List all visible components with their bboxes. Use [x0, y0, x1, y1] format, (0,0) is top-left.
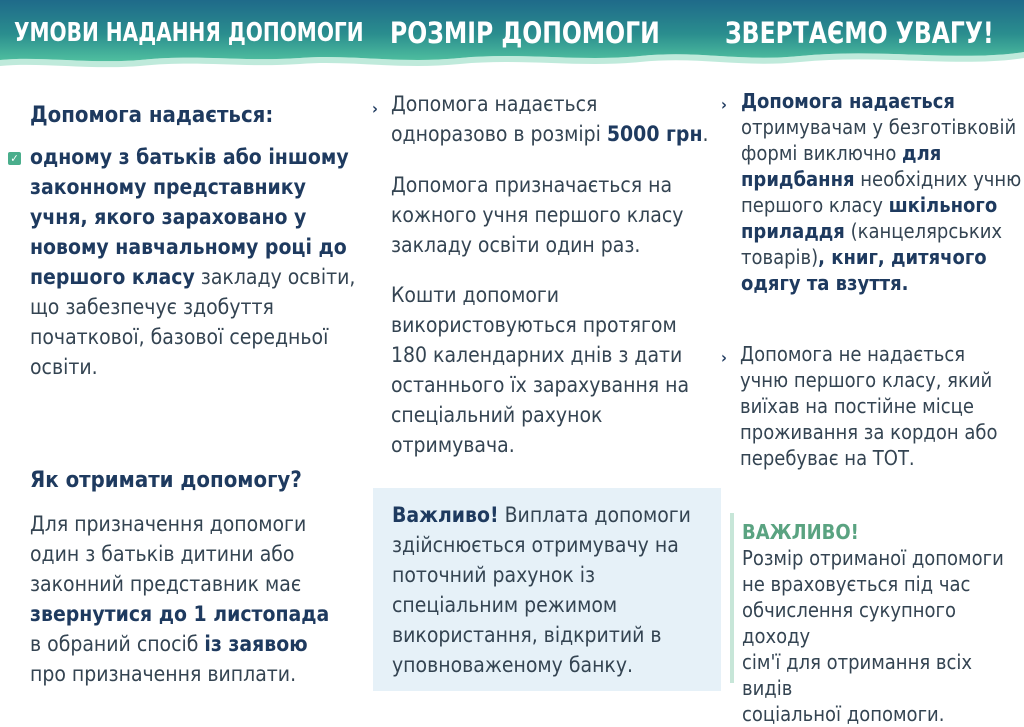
text-line: виїхав на постійне місце [740, 394, 974, 418]
text-line: кожного учня першого класу [391, 203, 684, 227]
text-line: перебуває на ТОТ. [740, 446, 915, 470]
text-span: одноразово в розмірі [391, 122, 607, 146]
text-line: використання, відкритий в [392, 623, 662, 647]
how-to-paragraph [30, 509, 370, 689]
checkbox-checked-icon: ✓ [8, 152, 21, 165]
text-line: закладу освіти один раз. [391, 233, 641, 257]
text-bold: придбання [741, 167, 855, 191]
text-line: Допомога надається [741, 89, 955, 113]
text-line: учня, якого зараховано у [30, 205, 307, 229]
text-span: . [702, 122, 709, 146]
text-line: одягу та взуття. [741, 271, 909, 295]
text-bold: приладдя [741, 219, 845, 243]
text-line: початкової, базової середньої [30, 325, 329, 349]
text-line: обчислення сукупного доходу [742, 598, 957, 648]
text-line: здійснюється отримувачу на [392, 533, 679, 557]
important-accent-bar [730, 513, 734, 683]
important-note [742, 519, 1024, 727]
text-line: поточний рахунок із [392, 563, 596, 587]
text-line: Розмір отриманої допомоги [742, 546, 1004, 570]
text-span: закладу освіти, [194, 265, 356, 289]
text-line [30, 629, 370, 659]
heading-help-provided: Допомога надається: [30, 103, 274, 128]
chevron-right-icon: › [721, 95, 727, 114]
text-line: освіти. [30, 355, 98, 379]
text-bold: 5000 грн [606, 122, 703, 146]
amount-paragraph [391, 89, 721, 149]
text-line [741, 192, 1024, 218]
purpose-paragraph [741, 88, 1024, 296]
text-line: останнього їх зарахування на [391, 373, 690, 397]
text-line: одному з батьків або іншому [30, 145, 349, 169]
text-line: уповноваженому банку. [392, 653, 634, 677]
text-line: використовуються протягом [391, 313, 677, 337]
text-line: законний представник має [30, 572, 302, 596]
text-line: Допомога не надається [740, 342, 966, 366]
text-line: Допомога надається [391, 92, 598, 116]
text-bold: Важливо! [392, 503, 499, 527]
text-line [741, 140, 1024, 166]
text-span: формі виключно [741, 141, 903, 165]
text-line [30, 262, 370, 292]
text-line: спеціальним режимом [392, 593, 618, 617]
text-line: законному представнику [30, 175, 306, 199]
text-span: товарів) [741, 245, 819, 269]
text-bold: , книг, дитячого [818, 245, 987, 269]
col1-title: УМОВИ НАДАННЯ ДОПОМОГИ [14, 18, 364, 48]
text-line: сім'ї для отримання всіх видів [742, 650, 973, 700]
text-line: один з батьків дитини або [30, 542, 295, 566]
text-line [741, 218, 1024, 244]
text-bold: для [902, 141, 942, 165]
text-line: проживання за кордон або [740, 420, 998, 444]
once-paragraph [391, 170, 721, 260]
header-banner [0, 0, 1024, 72]
text-line: про призначення виплати. [30, 662, 297, 686]
text-line: Кошти допомоги [391, 283, 560, 307]
chevron-right-icon: › [721, 348, 727, 367]
text-line: Допомога призначається на [391, 173, 673, 197]
text-line: соціальної допомоги. [742, 702, 945, 726]
text-span: (канцелярських [844, 219, 1003, 243]
text-span: необхідних учню [854, 167, 1022, 191]
text-span: в обраний спосіб [30, 632, 205, 656]
text-bold: першого класу [30, 265, 195, 289]
not-provided-paragraph [740, 341, 1024, 471]
text-line: отримувачам у безготівковій [741, 115, 1017, 139]
important-box-paragraph [392, 500, 717, 680]
col2-title: РОЗМІР ДОПОМОГИ [390, 16, 660, 50]
text-line: отримувача. [391, 433, 515, 457]
text-line [741, 244, 1024, 270]
usage-paragraph [391, 280, 721, 460]
text-span: Виплата допомоги [498, 503, 691, 527]
eligibility-paragraph [30, 142, 370, 382]
text-bold: із заявою [204, 632, 308, 656]
text-line [741, 166, 1024, 192]
text-bold: шкільного [888, 193, 998, 217]
text-line: учню першого класу, який [740, 368, 993, 392]
text-line [391, 119, 721, 149]
text-line: звернутися до 1 листопада [30, 602, 330, 626]
text-line: не враховується під час [742, 572, 971, 596]
chevron-right-icon: › [372, 99, 378, 118]
text-line: 180 календарних днів з дати [391, 343, 683, 367]
text-span: першого класу [741, 193, 889, 217]
important-title: ВАЖЛИВО! [742, 520, 859, 544]
text-line: новому навчальному році до [30, 235, 347, 259]
text-line [392, 500, 717, 530]
text-line: спеціальний рахунок [391, 403, 603, 427]
text-line: що забезпечує здобуття [30, 295, 274, 319]
text-line: Для призначення допомоги [30, 512, 307, 536]
col3-title: ЗВЕРТАЄМО УВАГУ! [725, 16, 994, 50]
heading-how-to-get: Як отримати допомогу? [30, 468, 302, 493]
